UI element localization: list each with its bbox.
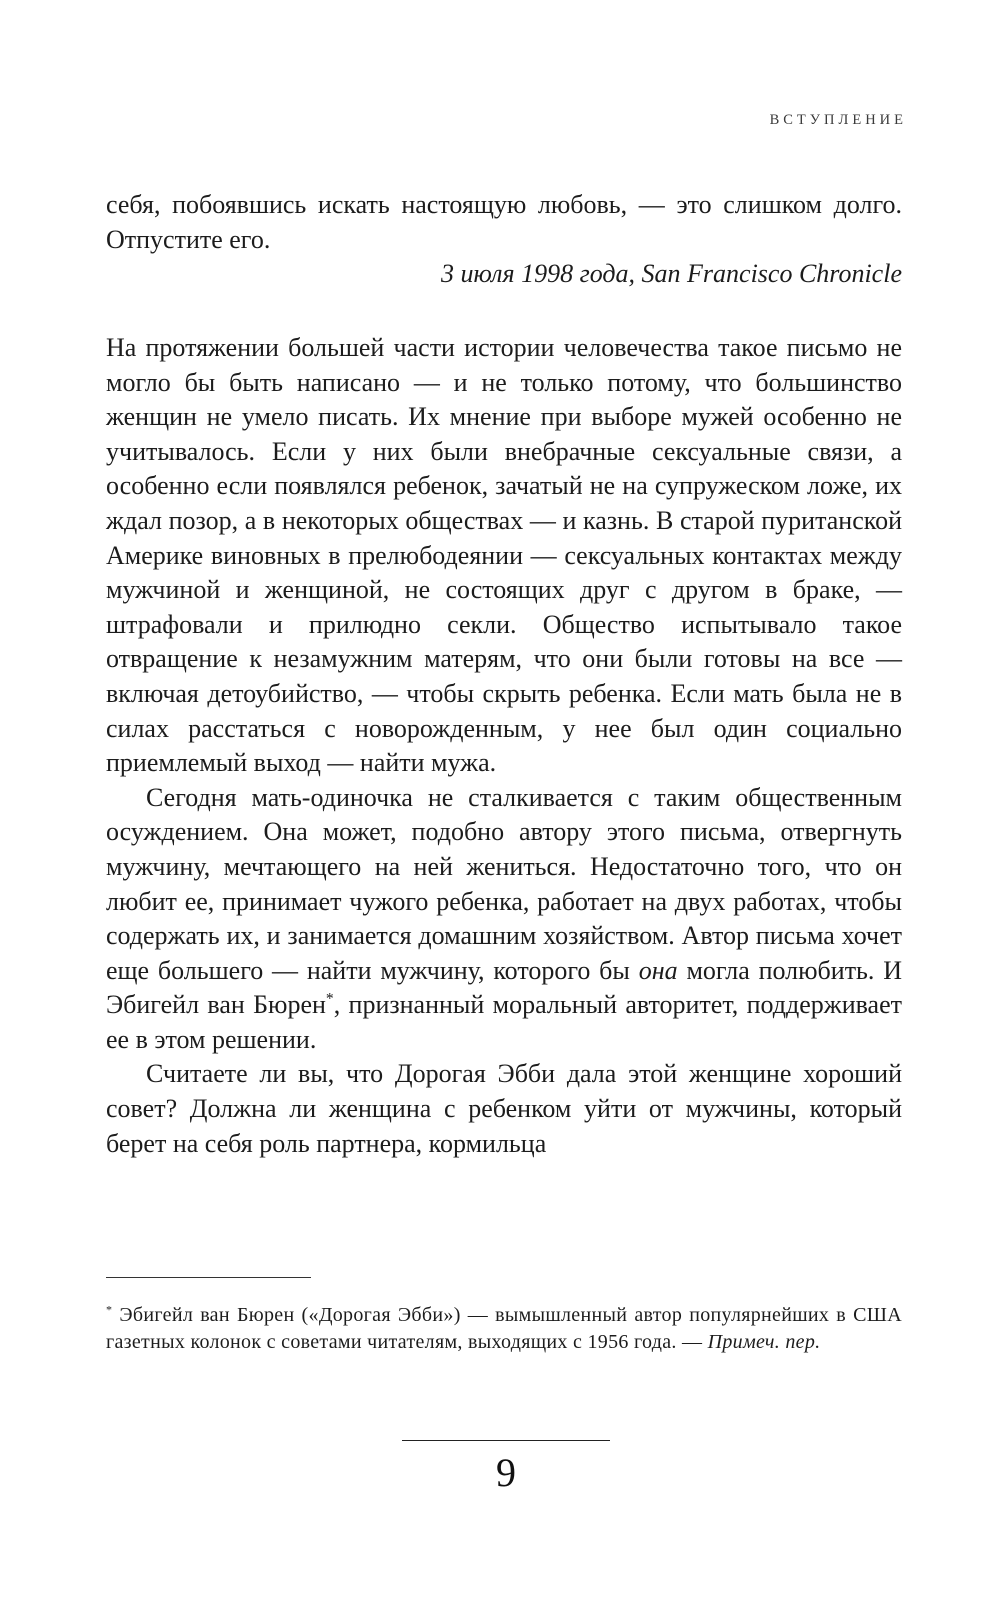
- footnote-note-label: Примеч. пер.: [707, 1331, 821, 1353]
- paragraph-2-part-3: , признанный моральный авторитет, поддерживает ее в этом решении.: [106, 990, 902, 1054]
- main-text: [106, 331, 902, 1161]
- running-head: ВСТУПЛЕНИЕ: [769, 112, 907, 128]
- paragraph-2-emphasis: она: [638, 955, 678, 985]
- footnote-text: Эбигейл ван Бюрен («Дорогая Эбби») — вымышленный автор популярнейших в США газетных колонок с советами читателям, выходящих с 1956 года. —: [106, 1304, 902, 1353]
- paragraph-2-part-2: могла полюбить. И Эбигейл ван Бюрен: [106, 955, 903, 1020]
- paragraph-1: На протяжении большей части истории человечества такое письмо не могло бы быть написано — и не только потому, что большинство женщин не умело писать. Их мнение при выборе мужей особенно не учитывалось. Если у них были внебрачные сексуальные связи, а особенно если появлялся ребенок, зачатый не на супружеском ложе, их ждал позор, а в некоторых обществах — и казнь. В старой пуританской Америке виновных в прелюбодеянии — сексуальных контактах между мужчиной и женщиной, не состоящих друг с другом в браке, — штрафовали и прилюдно секли. Общество испытывало такое отвращение к незамужним матерям, что они были готовы на все — включая детоубийство, — чтобы скрыть ребенка. Если мать была не в силах расстаться с новорожденным, у нее был один социально приемлемый выход — найти мужа.: [106, 333, 902, 778]
- footnote: [106, 1302, 902, 1356]
- paragraph-2: [106, 781, 902, 1058]
- letter-signature: 3 июля 1998 года, San Francisco Chronicle: [440, 259, 902, 289]
- paragraph-2-part-1: Сегодня мать-одиночка не сталкивается с таким общественным осуждением. Она может, подобно автору этого письма, отвергнуть мужчину, мечтающего на ней жениться. Недостаточно того, что он любит ее, принимает чужого ребенка, работает на двух работах, чтобы содержать их, и занимается домашним хозяйством. Автор письма хочет еще большего — найти мужчину, которого бы: [106, 782, 902, 985]
- page-number-rule: [402, 1440, 610, 1441]
- footnote-mark: *: [106, 1302, 113, 1317]
- letter-closing-text: себя, побоявшись искать настоящую любовь, — это слишком долго. Отпустите его.: [106, 190, 902, 254]
- letter-tail: [106, 188, 902, 292]
- footnote-divider: [106, 1277, 311, 1278]
- footnote-reference[interactable]: *: [325, 990, 334, 1008]
- paragraph-3: Считаете ли вы, что Дорогая Эбби дала этой женщине хороший совет? Должна ли женщина с ребенком уйти от мужчины, который берет на себя роль партнера, кормильца: [106, 1059, 902, 1158]
- page-number: 9: [496, 1450, 516, 1495]
